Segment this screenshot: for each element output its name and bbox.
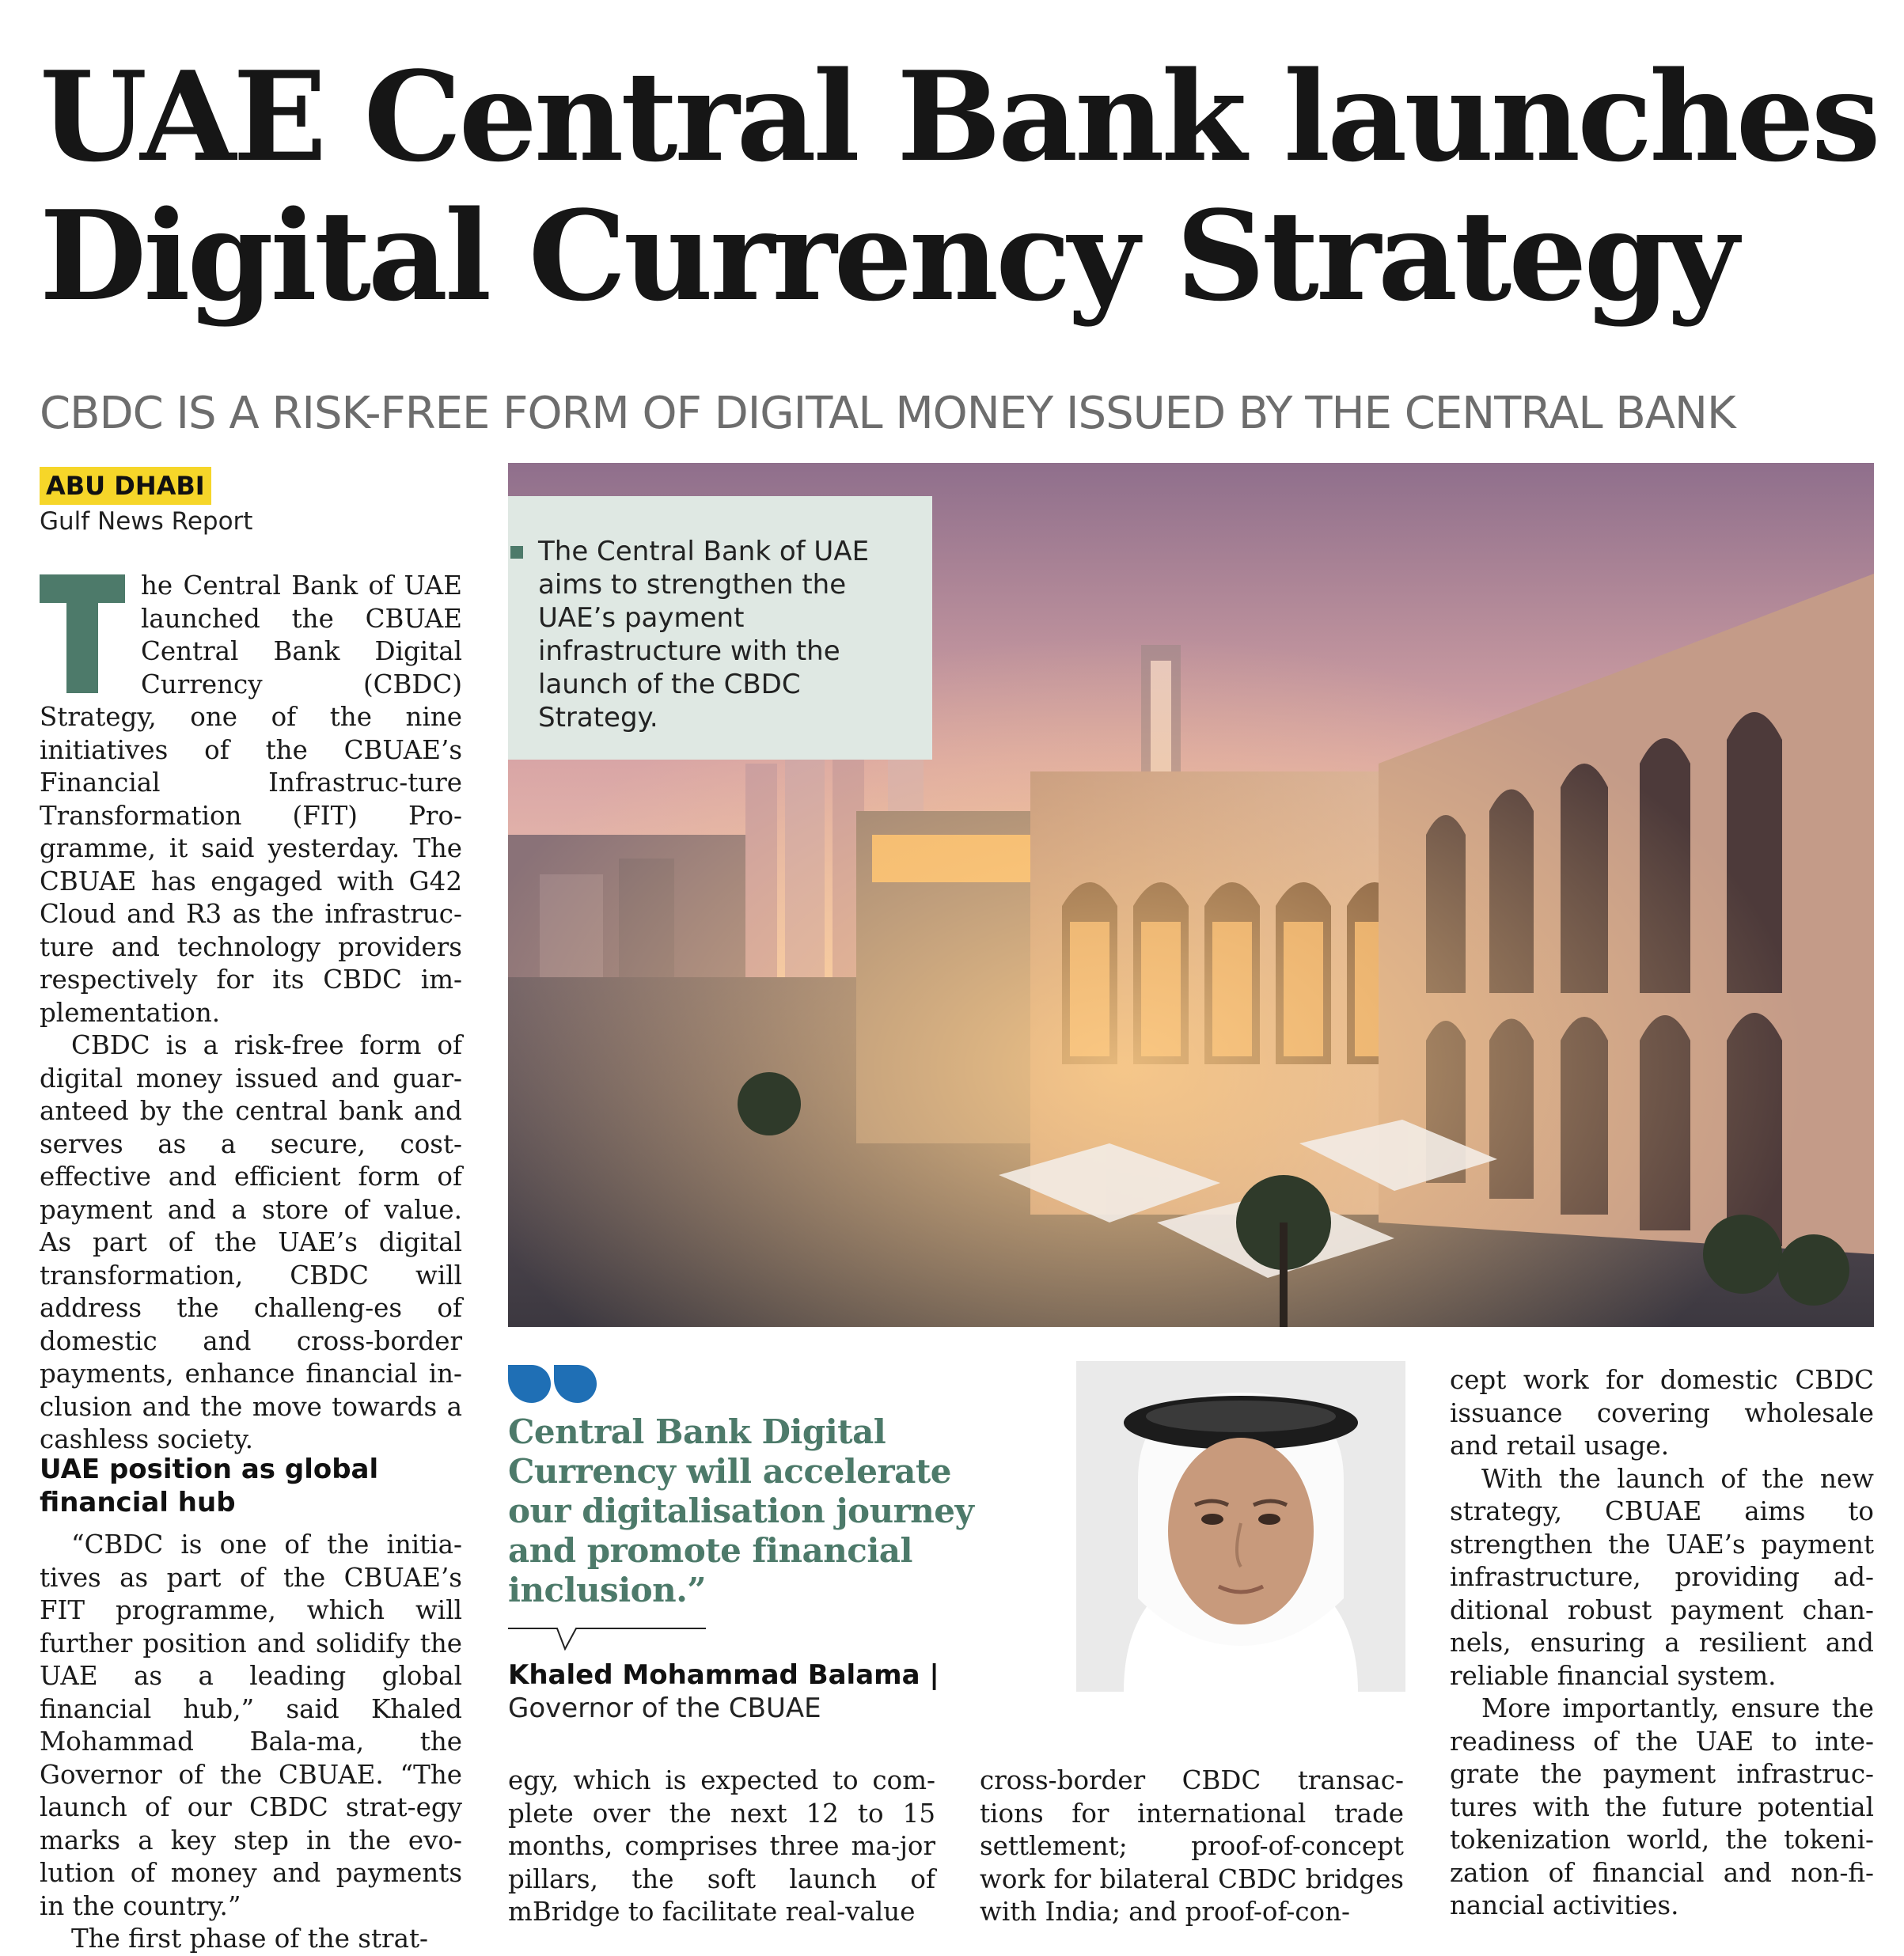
governor-portrait [1076,1361,1405,1692]
section-heading: UAE position as global financial hub [40,1454,379,1518]
subheadline: CBDC IS A RISK-FREE FORM OF DIGITAL MONEY ISSUED BY THE CENTRAL BANK [40,388,1735,439]
byline: Gulf News Report [40,507,253,536]
body-paragraph: More importantly, ensure the readiness of the UAE to inte-grate the payment infrastruc-tures with the future potential tokenization world, the tokeni-zation of financial and non-fi-nancial activities. [1450,1693,1874,1920]
body-paragraph: CBDC is a risk-free form of digital money issued and guar-anteed by the central bank and serves as a secure, cost-effective and efficient form of payment and a store of value. As part of the UAE’s digital transformation, CBDC will address the challeng-es of domestic and cross-border payments, enhance financial in-clusion and the move towards a cashless society. [40,1030,462,1454]
column-2-bottom [508,1765,935,1929]
body-paragraph: “CBDC is one of the initia-tives as part of the CBUAE’s FIT programme, which will further position and solidify the UAE as a leading global financial hub,” said Khaled Mohammad Bala-ma, the Governor of the CBUAE. “The launch of our CBDC strat-egy marks a key step in the evo-lution of money and payments in the country.” [40,1530,462,1921]
body-paragraph: egy, which is expected to com-plete over the next 12 to 15 months, comprises three ma-jor pillars, the soft launch of mBridge to facilitate real-value [508,1765,935,1927]
body-paragraph: cross-border CBDC transac-tions for international trade settlement; proof-of-concept work for bilateral CBDC bridges with India; and proof-of-con- [980,1765,1404,1927]
column-1-top [40,570,462,1457]
column-4 [1450,1364,1874,1923]
quote-pointer-line [508,1619,706,1651]
body-paragraph: With the launch of the new strategy, CBUAE aims to strengthen the UAE’s payment infrastructure, providing ad-ditional robust payment chan-nels, ensuring a resilient and reliable financial system. [1450,1463,1874,1691]
column-3-bottom [980,1765,1404,1929]
body-paragraph: he Central Bank of UAE launched the CBUAE Central Bank Digital Currency (CBDC) Strategy, one of the nine initiatives of the CBUAE’s Financial Infrastruc-ture Transformation (FIT) Pro-gramme, it said yesterday. The CBUAE has engaged with G42 Cloud and R3 as the infrastruc-ture and technology providers respectively for its CBDC im-plementation. [40,570,462,1028]
dateline-badge: ABU DHABI [40,467,211,505]
body-paragraph: cept work for domestic CBDC issuance covering wholesale and retail usage. [1450,1365,1874,1461]
quote-speaker-title: Governor of the CBUAE [508,1693,821,1724]
caption-bullet-icon [510,546,523,559]
dropcap [40,574,125,693]
photo-caption: The Central Bank of UAE aims to strengthen the UAE’s payment infrastructure with the launch of the CBDC Strategy. [538,536,870,734]
quote-mark-icon [508,1365,611,1403]
pull-quote: Central Bank Digital Currency will accelerate our digitalisation journey and promote financial inclusion.” [508,1412,974,1609]
body-paragraph: The first phase of the strat- [71,1924,428,1954]
quote-speaker: Khaled Mohammad Balama | [508,1659,939,1691]
column-1-bottom [40,1529,462,1956]
headline: UAE Central Bank launches Digital Currency Strategy [40,44,1878,328]
